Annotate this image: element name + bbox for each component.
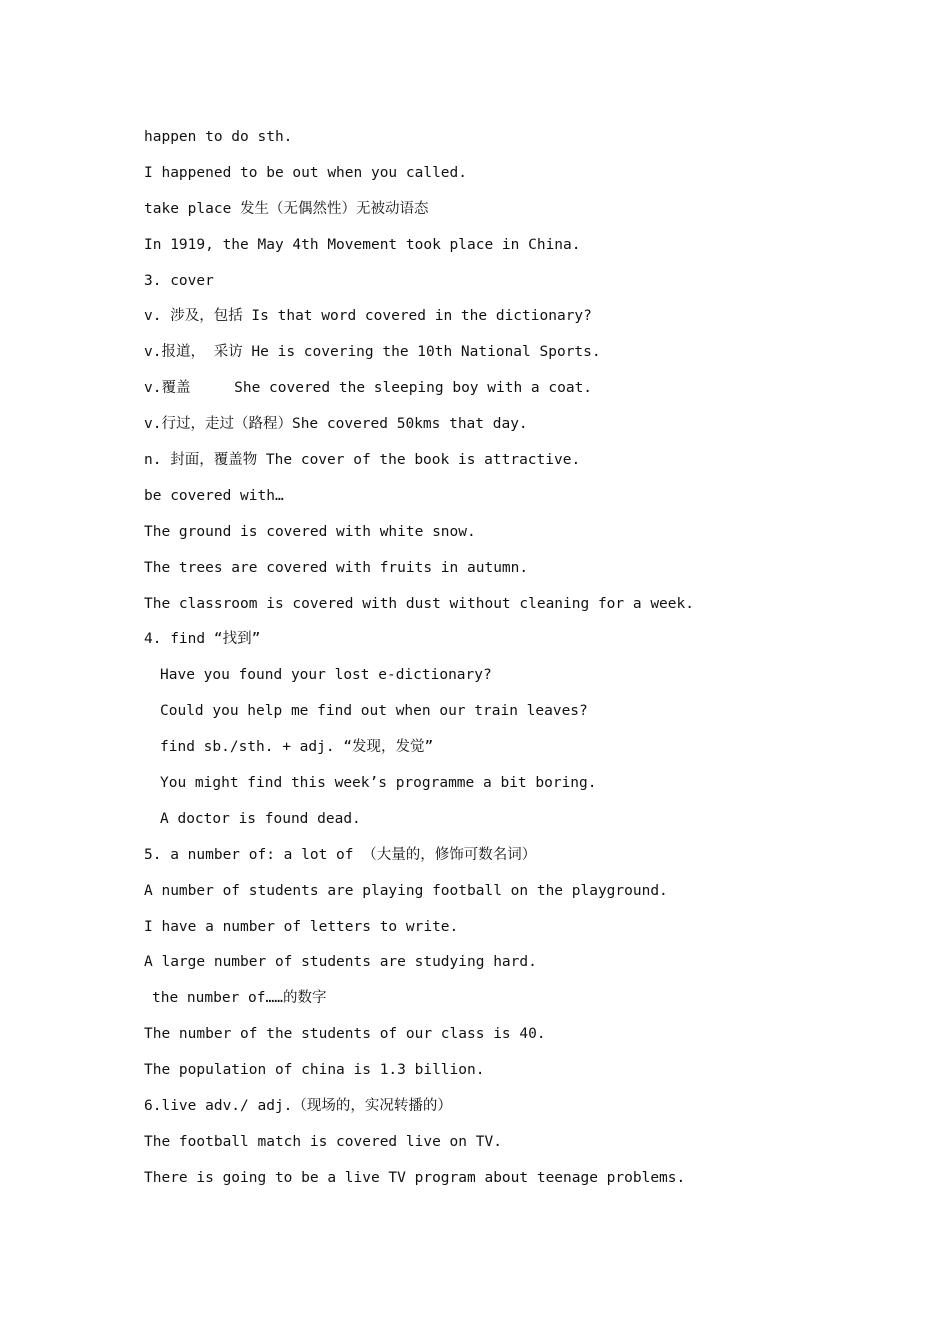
definition-line: v.报道， 采访 He is covering the 10th National Sports. [144, 344, 601, 361]
example-sentence: In 1919, the May 4th Movement took place in China. [144, 236, 581, 253]
example-sentence: There is going to be a live TV program about teenage problems. [144, 1169, 686, 1186]
phrase-line: be covered with… [144, 487, 284, 504]
text-line: take place 发生（无偶然性）无被动语态 [144, 200, 429, 217]
example-sentence: A large number of students are studying hard. [144, 954, 537, 971]
section-heading: 5. a number of: a lot of （大量的，修饰可数名词） [144, 846, 537, 863]
section-heading: 6.live adv./ adj.（现场的，实况转播的） [144, 1098, 452, 1115]
section-heading: 4. find “找到” [144, 631, 261, 648]
example-sentence: Have you found your lost e-dictionary? [160, 667, 492, 684]
section-heading: 3. cover [144, 272, 214, 289]
definition-line: v.覆盖 She covered the sleeping boy with a coat. [144, 380, 593, 397]
phrase-line: the number of……的数字 [152, 990, 327, 1007]
example-sentence: A number of students are playing football on the playground. [144, 882, 668, 899]
example-sentence: I happened to be out when you called. [144, 164, 468, 181]
example-sentence: The number of the students of our class is 40. [144, 1026, 546, 1043]
definition-line: v.行过，走过（路程）She covered 50kms that day. [144, 416, 528, 433]
phrase-line: find sb./sth. + adj. “发现，发觉” [160, 739, 434, 756]
example-sentence: A doctor is found dead. [160, 810, 361, 827]
definition-line: v. 涉及，包括 Is that word covered in the dictionary? [144, 308, 592, 325]
example-sentence: The population of china is 1.3 billion. [144, 1062, 485, 1079]
example-sentence: The football match is covered live on TV. [144, 1133, 502, 1150]
example-sentence: The classroom is covered with dust without cleaning for a week. [144, 595, 694, 612]
example-sentence: You might find this week’s programme a bit boring. [160, 775, 597, 792]
example-sentence: The trees are covered with fruits in autumn. [144, 559, 529, 576]
definition-line: n. 封面，覆盖物 The cover of the book is attractive. [144, 452, 581, 469]
text-line: happen to do sth. [144, 129, 293, 145]
document-body [144, 120, 864, 1197]
example-sentence: I have a number of letters to write. [144, 918, 459, 935]
example-sentence: The ground is covered with white snow. [144, 523, 476, 540]
example-sentence: Could you help me find out when our train leaves? [160, 703, 588, 720]
